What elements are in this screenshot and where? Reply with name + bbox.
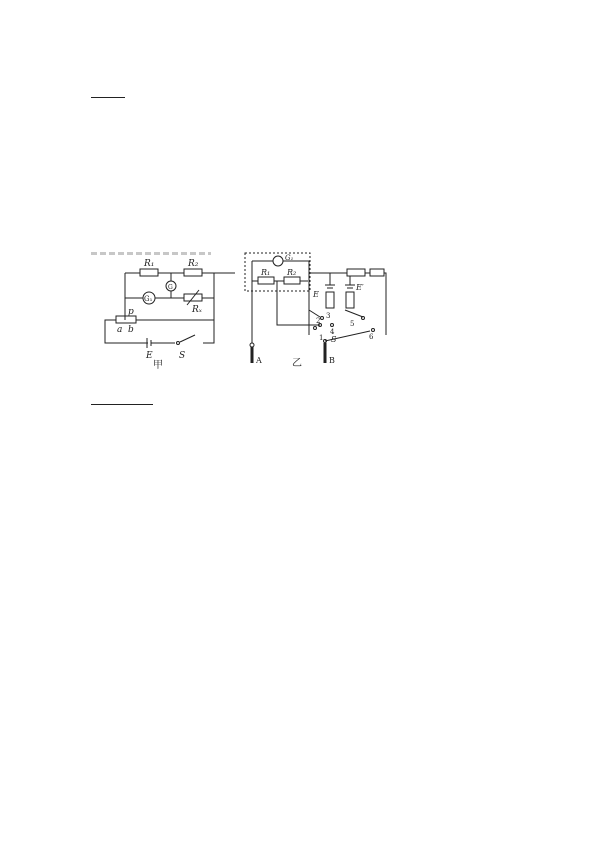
label-e: E (146, 351, 153, 361)
caption-jia: 甲 (153, 360, 163, 370)
yi-pos-2: 2 (316, 317, 321, 325)
label-r2: R₂ (188, 259, 199, 269)
yi-pos-6: 6 (369, 333, 374, 341)
label-s: S (179, 351, 186, 361)
yi-label-r1: R₁ (261, 268, 271, 277)
yi-label-g1: G₁ (285, 254, 294, 262)
yi-label-e: E (313, 290, 319, 299)
caption-yi: 乙 (292, 358, 302, 369)
yi-pos-5: 5 (350, 320, 355, 328)
label-r1: R₁ (144, 259, 155, 269)
yi-label-e-prime: E′ (356, 283, 364, 292)
yi-label-b: B (329, 356, 335, 365)
yi-pos-3: 3 (326, 312, 331, 320)
answer-blank-rheostat[interactable] (91, 394, 153, 405)
yi-label-r2: R₂ (287, 268, 297, 277)
label-g1: G₁ (144, 295, 153, 303)
q23-part1-line2 (91, 394, 521, 409)
label-g: G (168, 284, 173, 291)
yi-pos-4: 4 (330, 328, 335, 336)
label-p: p (128, 307, 134, 317)
label-rx: Rₓ (192, 305, 202, 315)
label-b: b (128, 325, 134, 335)
label-a: a (117, 325, 123, 335)
q22-part3-line2 (91, 87, 521, 102)
yi-label-s: S (331, 335, 337, 344)
circuit-figure-jia (95, 245, 235, 370)
yi-pos-1: 1 (319, 334, 324, 342)
yi-label-a: A (256, 356, 262, 365)
material-c-d (91, 182, 521, 196)
answer-blank-speed[interactable] (91, 87, 125, 98)
circuit-figure-yi (232, 245, 392, 370)
